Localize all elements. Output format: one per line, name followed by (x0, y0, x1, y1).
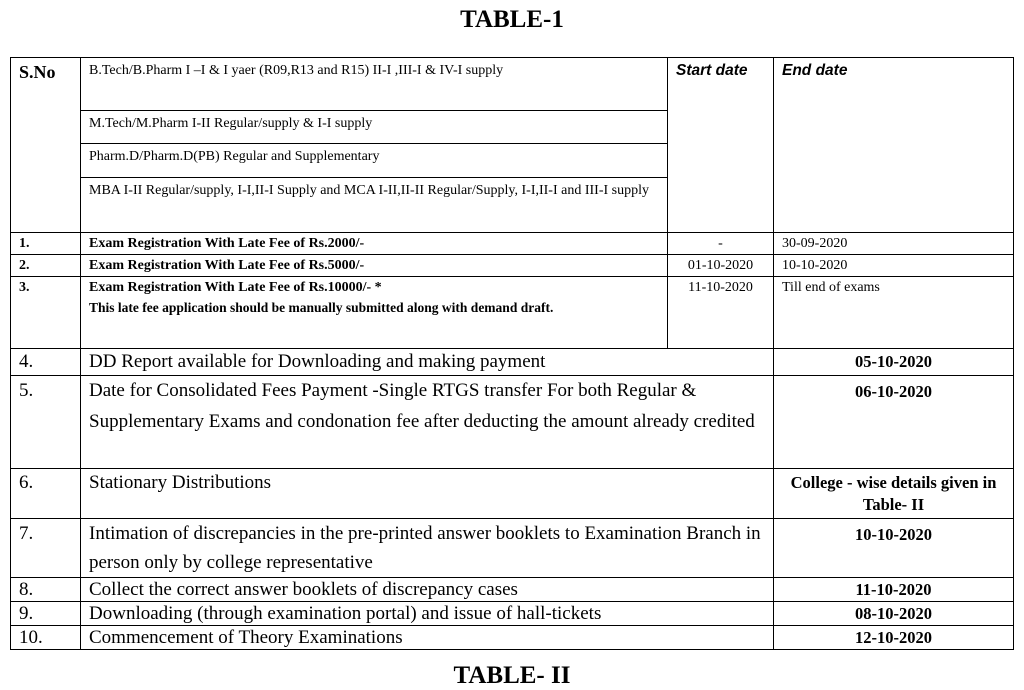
start-date-header: Start date (668, 58, 774, 233)
program-cell: Pharm.D/Pharm.D(PB) Regular and Supplementary (81, 144, 668, 178)
row-desc-text: Exam Registration With Late Fee of Rs.10000/- * (89, 280, 382, 295)
row-sno: 8. (11, 578, 81, 602)
program-cell: M.Tech/M.Pharm I-II Regular/supply & I-I supply (81, 110, 668, 144)
row-sno: 4. (11, 349, 81, 376)
end-date-header: End date (774, 58, 1014, 233)
row-desc: Date for Consolidated Fees Payment -Single RTGS transfer For both Regular & Supplementary Exams and condonation fee after deducting the amount already credited (81, 376, 774, 469)
next-table-title: TABLE- II (453, 662, 571, 689)
table-row (11, 578, 1014, 602)
program-cell: MBA I-II Regular/supply, I-I,II-I Supply and MCA I-II,II-II Regular/Supply, I-I,II-I and III-I supply (81, 178, 668, 233)
row-end-date: Till end of exams (774, 277, 1014, 349)
row-sno: 2. (11, 255, 81, 277)
row-date: 11-10-2020 (774, 578, 1014, 602)
table-row (11, 233, 1014, 255)
row-desc: Exam Registration With Late Fee of Rs.5000/- (81, 255, 668, 277)
row-desc: Commencement of Theory Examinations (81, 626, 774, 650)
row-desc: Stationary Distributions (81, 469, 774, 519)
row-end-date: 30-09-2020 (774, 233, 1014, 255)
row-desc: Exam Registration With Late Fee of Rs.2000/- (81, 233, 668, 255)
schedule-table (10, 57, 1014, 650)
header-row (11, 58, 1014, 111)
row-date: 12-10-2020 (774, 626, 1014, 650)
row-start-date: 01-10-2020 (668, 255, 774, 277)
table-row (11, 349, 1014, 376)
table-row (11, 602, 1014, 626)
row-start-date: - (668, 233, 774, 255)
row-date: 05-10-2020 (774, 349, 1014, 376)
row-sno: 5. (11, 376, 81, 469)
row-desc (81, 277, 668, 349)
table-row (11, 469, 1014, 519)
row-date: College - wise details given in Table- II (774, 469, 1014, 519)
table-row (11, 376, 1014, 469)
row-sno: 3. (11, 277, 81, 349)
table-row (11, 255, 1014, 277)
row-sno: 1. (11, 233, 81, 255)
table-row (11, 277, 1014, 349)
row-start-date: 11-10-2020 (668, 277, 774, 349)
page-title: TABLE-1 (460, 6, 564, 33)
row-sno: 9. (11, 602, 81, 626)
row-date: 06-10-2020 (774, 376, 1014, 469)
row-desc: Collect the correct answer booklets of discrepancy cases (81, 578, 774, 602)
program-cell: B.Tech/B.Pharm I –I & I yaer (R09,R13 and R15) II-I ,III-I & IV-I supply (81, 58, 668, 111)
row-end-date: 10-10-2020 (774, 255, 1014, 277)
row-date: 08-10-2020 (774, 602, 1014, 626)
row-desc: Intimation of discrepancies in the pre-printed answer booklets to Examination Branch in person only by college representative (81, 519, 774, 578)
row-desc: Downloading (through examination portal) and issue of hall-tickets (81, 602, 774, 626)
sno-header: S.No (11, 58, 81, 233)
row-note: This late fee application should be manually submitted along with demand draft. (89, 300, 554, 315)
row-sno: 10. (11, 626, 81, 650)
table-row (11, 519, 1014, 578)
table-row (11, 626, 1014, 650)
row-sno: 7. (11, 519, 81, 578)
row-desc: DD Report available for Downloading and making payment (81, 349, 774, 376)
row-date: 10-10-2020 (774, 519, 1014, 578)
row-sno: 6. (11, 469, 81, 519)
